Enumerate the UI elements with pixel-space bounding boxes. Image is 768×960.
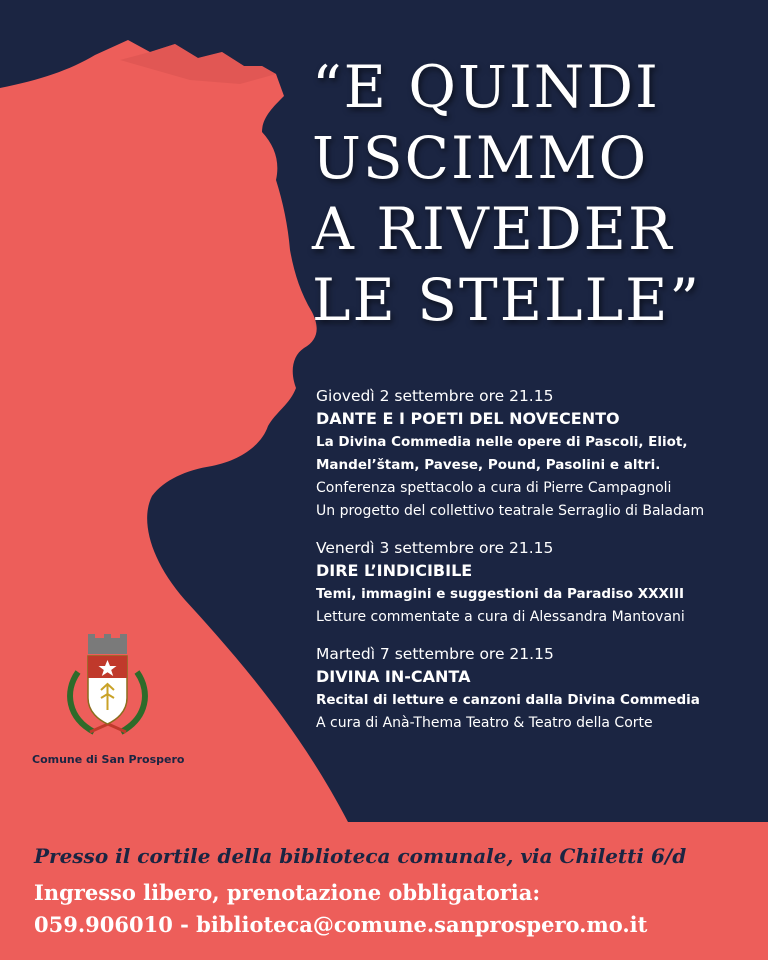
event-item	[316, 385, 756, 523]
entry-text: Ingresso libero, prenotazione obbligatoria:	[34, 880, 541, 905]
event-name: DANTE E I POETI DEL NOVECENTO	[316, 409, 620, 428]
title-line: USCIMMO	[312, 124, 649, 192]
event-subtitle: Mandel’štam, Pavese, Pound, Pasolini e altri.	[316, 457, 661, 473]
event-list	[316, 385, 756, 749]
event-credit: Letture commentate a cura di Alessandra Mantovani	[316, 609, 685, 625]
event-subtitle: Recital di letture e canzoni dalla Divina Commedia	[316, 692, 700, 708]
event-date: Giovedì 2 settembre ore 21.15	[316, 387, 554, 405]
event-date: Martedì 7 settembre ore 21.15	[316, 645, 554, 663]
event-date: Venerdì 3 settembre ore 21.15	[316, 539, 554, 557]
event-name: DIRE L’INDICIBILE	[316, 561, 473, 580]
title-line: LE STELLE”	[312, 266, 702, 334]
municipal-crest-icon	[60, 632, 155, 742]
municipality-label: Comune di San Prospero	[32, 753, 185, 766]
venue-text: Presso il cortile della biblioteca comunale, via Chiletti 6/d	[34, 844, 687, 868]
event-credit: A cura di Anà-Thema Teatro & Teatro della Corte	[316, 715, 653, 731]
event-item	[316, 643, 756, 735]
event-subtitle: Temi, immagini e suggestioni da Paradiso XXXIII	[316, 586, 684, 602]
title-line: A RIVEDER	[312, 195, 674, 263]
event-subtitle: La Divina Commedia nelle opere di Pascoli, Eliot,	[316, 434, 688, 450]
title-line: “E QUINDI	[312, 53, 660, 121]
poster-title	[312, 52, 752, 336]
event-item	[316, 537, 756, 629]
event-credit: Un progetto del collettivo teatrale Serraglio di Baladam	[316, 503, 705, 519]
event-name: DIVINA IN-CANTA	[316, 667, 471, 686]
footer-band	[0, 822, 768, 960]
contact-text: 059.906010 - biblioteca@comune.sanprospero.mo.it	[34, 912, 648, 937]
event-credit: Conferenza spettacolo a cura di Pierre Campagnoli	[316, 480, 672, 496]
